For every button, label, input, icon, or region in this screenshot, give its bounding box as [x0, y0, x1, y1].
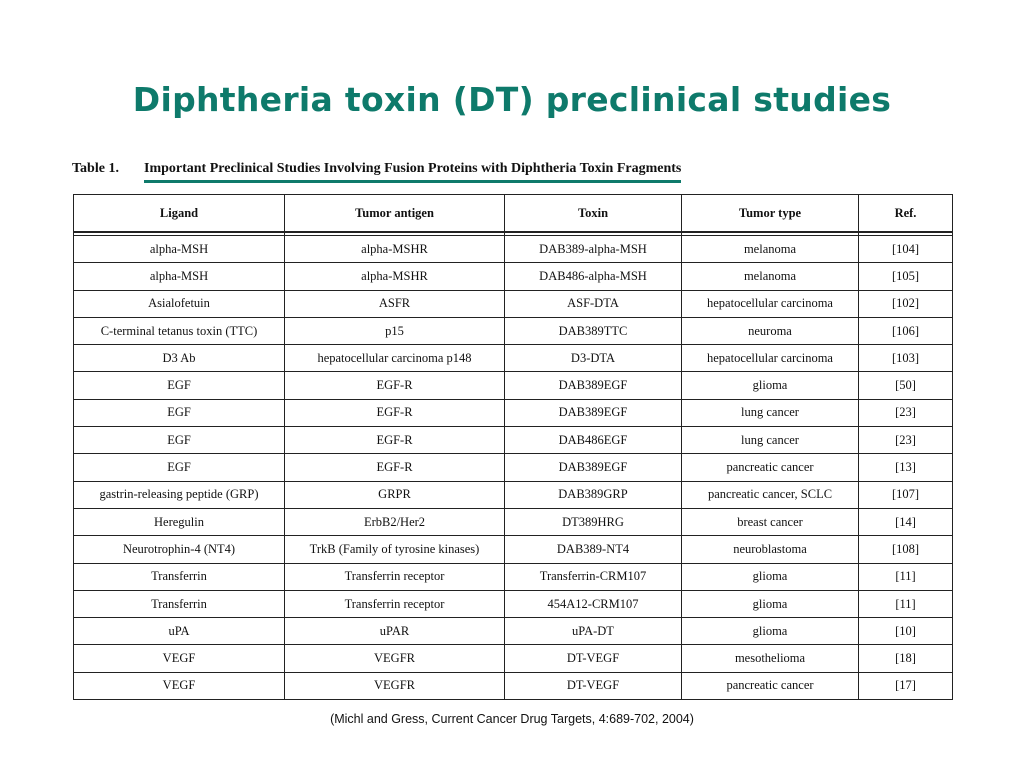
cell-toxin: DAB486-alpha-MSH: [505, 263, 682, 290]
cell-toxin: DAB389EGF: [505, 399, 682, 426]
cell-tumor-type: glioma: [682, 618, 859, 645]
cell-ligand: Neurotrophin-4 (NT4): [74, 536, 285, 563]
table-row: [74, 345, 953, 372]
cell-tumor-antigen: EGF-R: [285, 427, 505, 454]
table-label: Table 1.: [72, 161, 119, 176]
cell-tumor-antigen: p15: [285, 317, 505, 344]
cell-tumor-type: hepatocellular carcinoma: [682, 290, 859, 317]
cell-tumor-antigen: EGF-R: [285, 372, 505, 399]
table-row: [74, 317, 953, 344]
cell-tumor-antigen: ASFR: [285, 290, 505, 317]
cell-ref: [13]: [859, 454, 953, 481]
table-header-row: [74, 195, 953, 233]
table-row: [74, 508, 953, 535]
cell-toxin: DAB389-alpha-MSH: [505, 236, 682, 263]
cell-ref: [14]: [859, 508, 953, 535]
table-row: [74, 236, 953, 263]
slide-title: Diphtheria toxin (DT) preclinical studies: [132, 80, 892, 119]
cell-toxin: DAB389EGF: [505, 372, 682, 399]
cell-tumor-type: lung cancer: [682, 399, 859, 426]
cell-ref: [106]: [859, 317, 953, 344]
cell-ligand: EGF: [74, 372, 285, 399]
cell-ref: [102]: [859, 290, 953, 317]
source-footnote: (Michl and Gress, Current Cancer Drug Targets, 4:689-702, 2004): [330, 712, 694, 726]
cell-toxin: DT-VEGF: [505, 672, 682, 699]
table-row: [74, 481, 953, 508]
cell-tumor-type: pancreatic cancer, SCLC: [682, 481, 859, 508]
table-row: [74, 672, 953, 699]
cell-tumor-antigen: hepatocellular carcinoma p148: [285, 345, 505, 372]
table-row: [74, 618, 953, 645]
cell-tumor-type: melanoma: [682, 263, 859, 290]
cell-ref: [108]: [859, 536, 953, 563]
cell-tumor-antigen: VEGFR: [285, 672, 505, 699]
cell-toxin: 454A12-CRM107: [505, 590, 682, 617]
preclinical-studies-table: [73, 194, 953, 700]
cell-toxin: DAB389-NT4: [505, 536, 682, 563]
cell-toxin: DAB389GRP: [505, 481, 682, 508]
table-row: [74, 290, 953, 317]
cell-tumor-type: hepatocellular carcinoma: [682, 345, 859, 372]
cell-ref: [17]: [859, 672, 953, 699]
cell-tumor-type: breast cancer: [682, 508, 859, 535]
cell-toxin: ASF-DTA: [505, 290, 682, 317]
cell-tumor-type: neuroma: [682, 317, 859, 344]
cell-tumor-type: glioma: [682, 563, 859, 590]
cell-tumor-type: pancreatic cancer: [682, 672, 859, 699]
cell-tumor-type: mesothelioma: [682, 645, 859, 672]
cell-ligand: alpha-MSH: [74, 263, 285, 290]
cell-tumor-antigen: Transferrin receptor: [285, 590, 505, 617]
cell-toxin: Transferrin-CRM107: [505, 563, 682, 590]
cell-toxin: DAB486EGF: [505, 427, 682, 454]
header-ligand: Ligand: [74, 195, 285, 233]
table-caption-text: Important Preclinical Studies Involving Fusion Proteins with Diphtheria Toxin Fragments: [144, 161, 681, 183]
cell-ref: [50]: [859, 372, 953, 399]
table-row: [74, 454, 953, 481]
cell-toxin: DT389HRG: [505, 508, 682, 535]
table-container: [73, 194, 952, 700]
table-row: [74, 645, 953, 672]
cell-ligand: gastrin-releasing peptide (GRP): [74, 481, 285, 508]
cell-ligand: Heregulin: [74, 508, 285, 535]
cell-ref: [103]: [859, 345, 953, 372]
cell-ref: [107]: [859, 481, 953, 508]
header-toxin: Toxin: [505, 195, 682, 233]
cell-tumor-type: glioma: [682, 590, 859, 617]
cell-tumor-antigen: TrkB (Family of tyrosine kinases): [285, 536, 505, 563]
cell-tumor-type: glioma: [682, 372, 859, 399]
cell-ligand: VEGF: [74, 645, 285, 672]
cell-ligand: Transferrin: [74, 590, 285, 617]
cell-ligand: C-terminal tetanus toxin (TTC): [74, 317, 285, 344]
cell-ref: [18]: [859, 645, 953, 672]
cell-tumor-type: neuroblastoma: [682, 536, 859, 563]
cell-toxin: DAB389TTC: [505, 317, 682, 344]
cell-ref: [104]: [859, 236, 953, 263]
cell-tumor-antigen: GRPR: [285, 481, 505, 508]
cell-ligand: alpha-MSH: [74, 236, 285, 263]
cell-ref: [23]: [859, 399, 953, 426]
header-tumor-type: Tumor type: [682, 195, 859, 233]
cell-ref: [105]: [859, 263, 953, 290]
cell-ligand: Transferrin: [74, 563, 285, 590]
cell-tumor-antigen: ErbB2/Her2: [285, 508, 505, 535]
table-row: [74, 590, 953, 617]
cell-tumor-antigen: EGF-R: [285, 454, 505, 481]
cell-ligand: VEGF: [74, 672, 285, 699]
table-row: [74, 563, 953, 590]
table-row: [74, 263, 953, 290]
cell-ligand: EGF: [74, 399, 285, 426]
cell-ligand: EGF: [74, 427, 285, 454]
table-body: [74, 232, 953, 700]
cell-tumor-type: melanoma: [682, 236, 859, 263]
header-tumor-antigen: Tumor antigen: [285, 195, 505, 233]
cell-ref: [10]: [859, 618, 953, 645]
cell-tumor-type: pancreatic cancer: [682, 454, 859, 481]
cell-ref: [11]: [859, 563, 953, 590]
cell-toxin: DAB389EGF: [505, 454, 682, 481]
cell-tumor-type: lung cancer: [682, 427, 859, 454]
cell-toxin: DT-VEGF: [505, 645, 682, 672]
cell-tumor-antigen: VEGFR: [285, 645, 505, 672]
cell-tumor-antigen: uPAR: [285, 618, 505, 645]
cell-tumor-antigen: alpha-MSHR: [285, 263, 505, 290]
cell-ligand: EGF: [74, 454, 285, 481]
cell-ligand: Asialofetuin: [74, 290, 285, 317]
cell-toxin: D3-DTA: [505, 345, 682, 372]
header-ref: Ref.: [859, 195, 953, 233]
table-row: [74, 536, 953, 563]
cell-tumor-antigen: alpha-MSHR: [285, 236, 505, 263]
cell-ligand: uPA: [74, 618, 285, 645]
cell-tumor-antigen: Transferrin receptor: [285, 563, 505, 590]
table-row: [74, 399, 953, 426]
cell-ligand: D3 Ab: [74, 345, 285, 372]
cell-tumor-antigen: EGF-R: [285, 399, 505, 426]
table-row: [74, 427, 953, 454]
cell-ref: [11]: [859, 590, 953, 617]
table-row: [74, 372, 953, 399]
cell-ref: [23]: [859, 427, 953, 454]
cell-toxin: uPA-DT: [505, 618, 682, 645]
